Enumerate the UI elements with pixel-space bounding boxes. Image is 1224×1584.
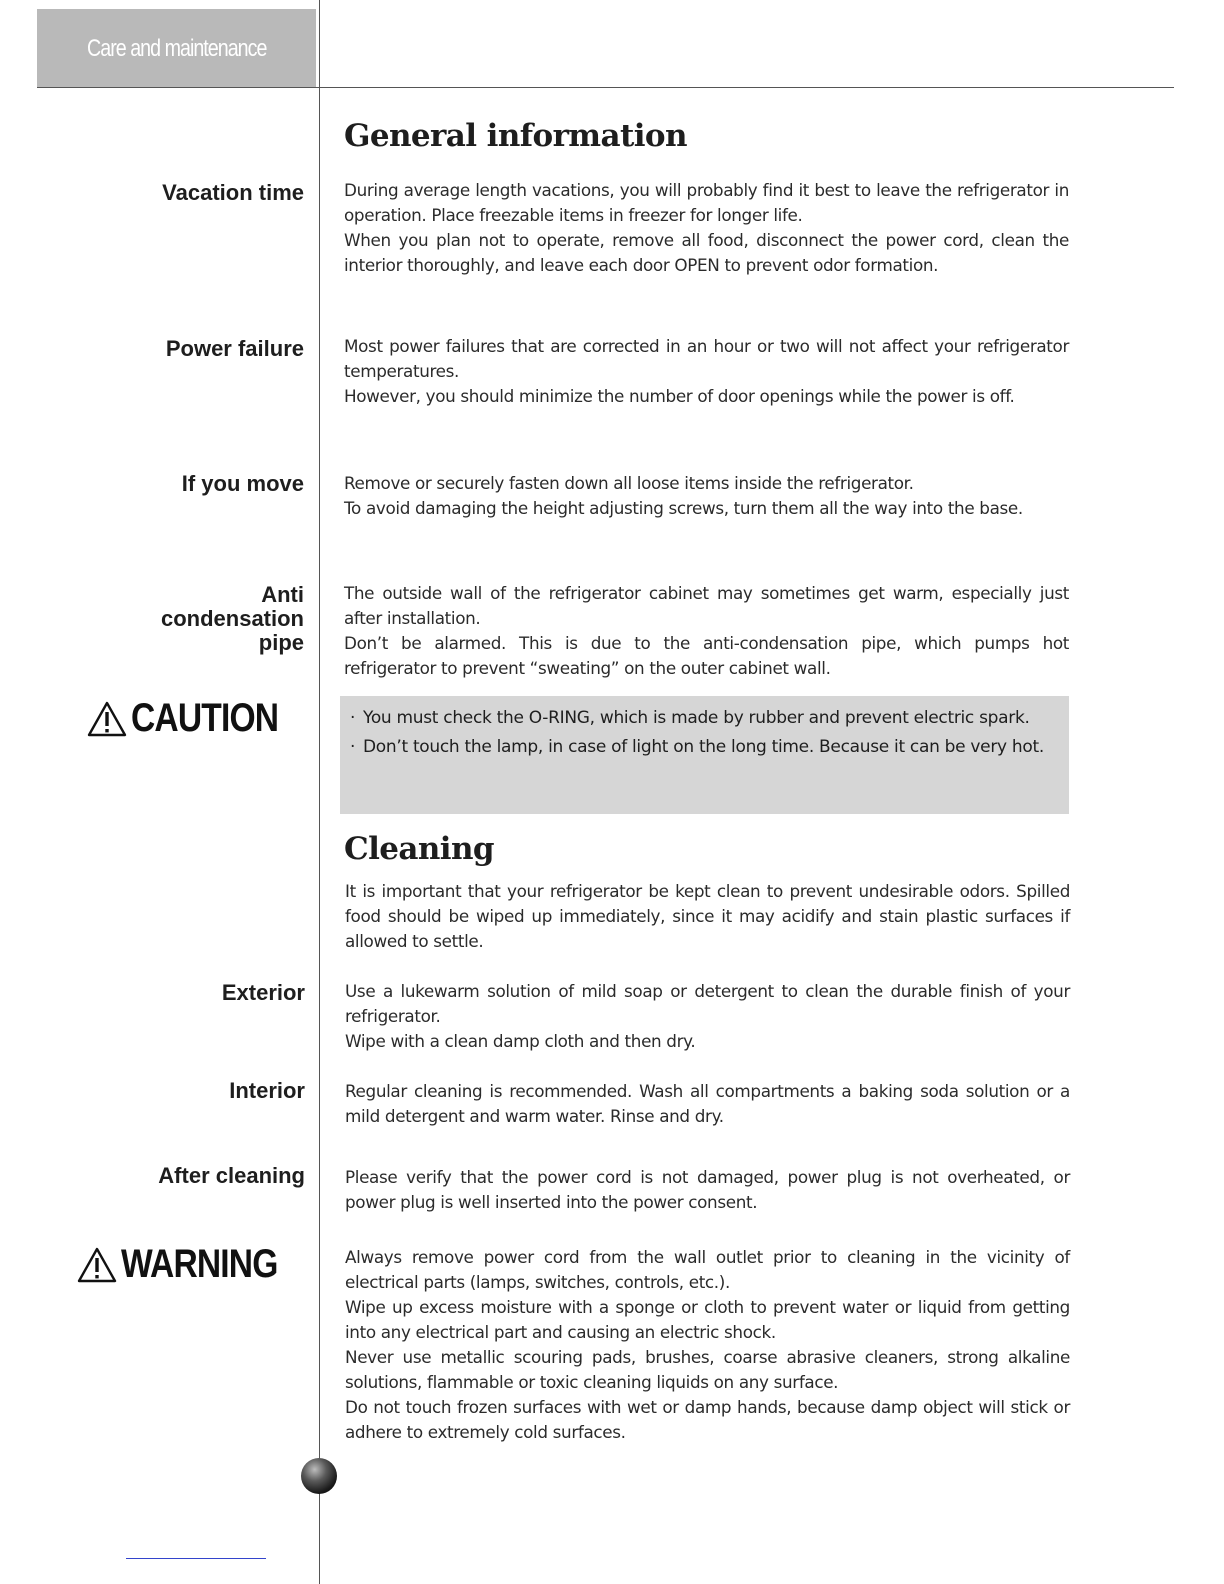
warning-text: WARNING: [120, 1242, 278, 1286]
general-information-heading: General information: [344, 118, 687, 154]
paragraph: The outside wall of the refrigerator cabinet may sometimes get warm, especially just after installation.: [344, 583, 1069, 628]
paragraph: Never use metallic scouring pads, brushes, coarse abrasive cleaners, strong alkaline solutions, flammable or toxic cleaning liquids on any surface.: [345, 1347, 1070, 1392]
vacation-time-text: [344, 178, 1069, 278]
bullet: ·: [350, 737, 356, 757]
vacation-time-label: Vacation time: [162, 180, 304, 205]
paragraph: Always remove power cord from the wall outlet prior to cleaning in the vicinity of electrical parts (lamps, switches, controls, etc.).: [345, 1247, 1070, 1292]
if-you-move-label: If you move: [181, 471, 304, 496]
paragraph: However, you should minimize the number of door openings while the power is off.: [344, 386, 1015, 406]
anti-condensation-pipe-label: [54, 583, 304, 655]
warning-label: [77, 1242, 307, 1287]
label-line: condensation: [160, 606, 304, 631]
caution-box: [340, 696, 1069, 814]
header-divider: [37, 87, 1174, 88]
paragraph: Do not touch frozen surfaces with wet or damp hands, because damp object will stick or adhere to extremely cold surfaces.: [345, 1397, 1070, 1442]
if-you-move-text: [344, 471, 1069, 521]
page-marker-dot: [301, 1458, 337, 1494]
warning-triangle-icon: [77, 1247, 117, 1283]
power-failure-text: [344, 334, 1069, 409]
caution-text: CAUTION: [130, 696, 278, 740]
section-header-tab: [37, 9, 316, 87]
margin-divider: [319, 0, 320, 1584]
interior-label: Interior: [229, 1078, 305, 1103]
paragraph: Don’t be alarmed. This is due to the anti-condensation pipe, which pumps hot refrigerator to prevent “sweating” on the outer cabinet wall.: [344, 633, 1069, 678]
anti-condensation-text: [344, 581, 1069, 681]
warning-body: [345, 1245, 1070, 1445]
paragraph: Remove or securely fasten down all loose items inside the refrigerator.: [344, 473, 914, 493]
caution-item-text: Don’t touch the lamp, in case of light on the long time. Because it can be very hot.: [363, 737, 1044, 757]
exterior-label: Exterior: [221, 980, 305, 1005]
paragraph: To avoid damaging the height adjusting screws, turn them all the way into the base.: [344, 498, 1023, 518]
label-line: Anti: [261, 582, 304, 607]
after-cleaning-text: [345, 1165, 1070, 1215]
paragraph: Wipe with a clean damp cloth and then dry.: [345, 1031, 696, 1051]
interior-text: [345, 1079, 1070, 1129]
bullet: ·: [350, 708, 356, 728]
paragraph: Regular cleaning is recommended. Wash all compartments a baking soda solution or a mild detergent and warm water. Rinse and dry.: [345, 1081, 1070, 1126]
caution-item-text: You must check the O-RING, which is made by rubber and prevent electric spark.: [363, 708, 1030, 728]
footer-line: [126, 1558, 266, 1559]
paragraph: Wipe up excess moisture with a sponge or cloth to prevent water or liquid from getting into any electrical part and causing an electric shock.: [345, 1297, 1070, 1342]
caution-label: [87, 696, 306, 741]
after-cleaning-label: After cleaning: [158, 1163, 305, 1188]
caution-item: [350, 706, 1049, 730]
caution-item: [350, 735, 1049, 759]
section-title: Care and maintenance: [87, 35, 267, 62]
cleaning-intro: It is important that your refrigerator be kept clean to prevent undesirable odors. Spilled food should be wiped up immediately, since it may acidify and stain plastic surfaces if allowed to settle.: [345, 881, 1070, 951]
warning-triangle-icon: [87, 701, 127, 737]
paragraph: Most power failures that are corrected in an hour or two will not affect your refrigerator temperatures.: [344, 336, 1069, 381]
cleaning-heading: Cleaning: [344, 831, 494, 867]
paragraph: Use a lukewarm solution of mild soap or detergent to clean the durable finish of your refrigerator.: [345, 981, 1070, 1026]
paragraph: Please verify that the power cord is not damaged, power plug is not overheated, or power plug is well inserted into the power consent.: [345, 1167, 1070, 1212]
label-line: pipe: [258, 630, 304, 655]
exterior-text: [345, 979, 1070, 1054]
power-failure-label: Power failure: [165, 336, 304, 361]
paragraph: During average length vacations, you will probably find it best to leave the refrigerator in operation. Place freezable items in freezer for longer life.: [344, 180, 1069, 225]
paragraph: When you plan not to operate, remove all food, disconnect the power cord, clean the interior thoroughly, and leave each door OPEN to prevent odor formation.: [344, 230, 1069, 275]
